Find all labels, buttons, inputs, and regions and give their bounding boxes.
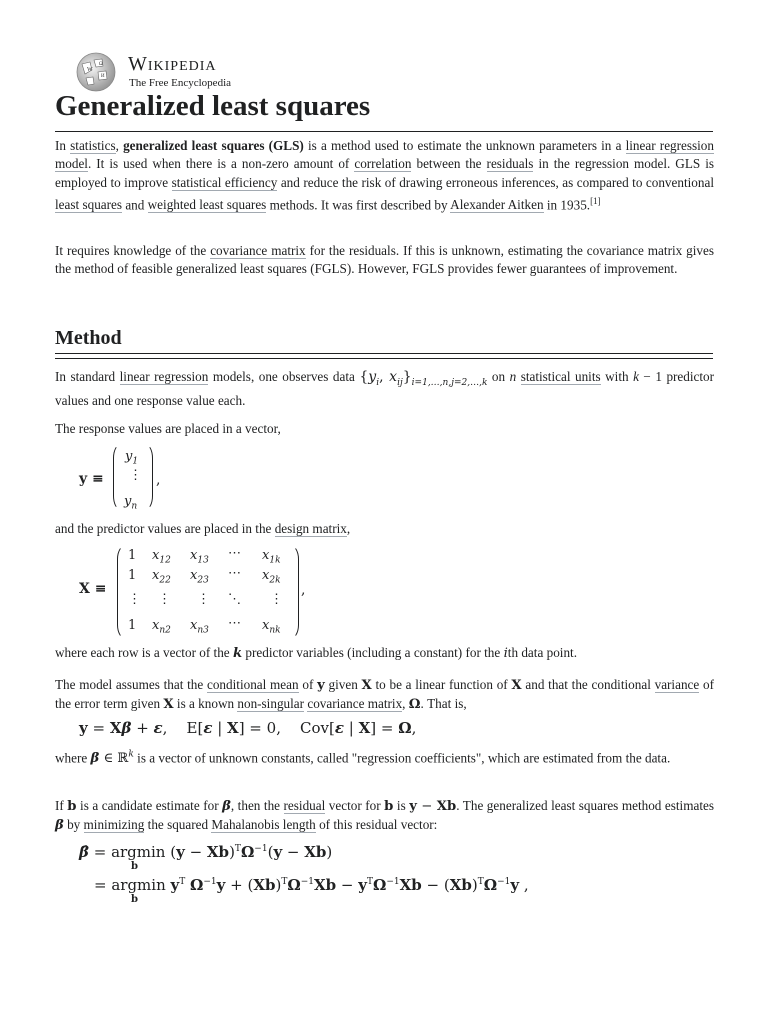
intro-paragraph-2: It requires knowledge of the covariance matrix for the residuals. If this is unknown, estimating the covariance matrix gives the method of feasible generalized least squares (FGLS). However, FGLS provides fewer guarantees of improvement.: [55, 243, 714, 277]
globe-icon: [72, 50, 120, 94]
link-linear-regression-model[interactable]: linear regression model: [55, 138, 714, 172]
method-paragraph-1: In standard linear regression models, one observes data {$y_i$, $x_{ij}\}_{i=1,\dots,n,j=2,\dots,k}$ on n statistical units with k − 1 predictor values and one response value each.: [55, 369, 715, 409]
method-paragraph-5: The model assumes that the conditional mean of y given X to be a linear function of X and that the conditional variance of the error term given X is a known non-singular covariance matrix, Ω. That is,: [55, 677, 714, 713]
link-mahalanobis-length[interactable]: Mahalanobis length: [211, 817, 316, 833]
page-title: Generalized least squares: [55, 90, 371, 122]
svg-text:W: W: [87, 67, 93, 73]
data-set-formula: {$y_i$, $x_{ij}\}_{i=1,\dots,n,j=2,\dots,k}$: [359, 369, 488, 388]
link-least-squares[interactable]: least squares: [55, 197, 123, 213]
method-paragraph-2: The response values are placed in a vector,: [55, 421, 281, 436]
method-paragraph-4: where each row is a vector of the k predictor variables (including a constant) for the ith data point.: [55, 645, 578, 661]
section-divider-2: [55, 358, 713, 359]
link-covariance-matrix-2[interactable]: covariance matrix: [307, 696, 403, 712]
link-variance[interactable]: variance: [654, 677, 700, 692]
svg-text:И: И: [101, 74, 105, 79]
method-paragraph-3: and the predictor values are placed in the design matrix,: [55, 521, 351, 536]
model-equation: y = Xβ + ε, E[ε | X] = 0, Cov[ε | X] = Ω,: [79, 719, 417, 737]
section-heading-method: Method: [55, 327, 122, 349]
link-residuals[interactable]: residuals: [486, 156, 534, 172]
intro-paragraph-1: In statistics, generalized least squares (GLS) is a method used to estimate the unknown parameters in a linear regression model. It is used when there is a non-zero amount of correlation between the residuals in the regression model. GLS is employed to improve statistical efficiency and reduce the risk of drawing erroneous inferences, as compared to conventional least squares and weighted least squares methods. It was first described by Alexander Aitken in 1935.[1]: [55, 138, 715, 213]
link-alexander-aitken[interactable]: Alexander Aitken: [450, 197, 544, 213]
tagline: The Free Encyclopedia: [129, 77, 232, 89]
svg-text:Ω: Ω: [99, 62, 103, 67]
section-divider: [55, 353, 713, 354]
link-statistical-efficiency[interactable]: statistical efficiency: [171, 174, 278, 190]
link-design-matrix[interactable]: design matrix: [274, 521, 347, 536]
method-paragraph-7: If b is a candidate estimate for β, then the residual vector for b is y − Xb. The generalized least squares method estimates β by minimizing the squared Mahalanobis length of this residual vector:: [55, 798, 714, 834]
link-minimizing[interactable]: minimizing: [83, 817, 145, 833]
link-covariance-matrix[interactable]: covariance matrix: [210, 243, 306, 258]
link-conditional-mean[interactable]: conditional mean: [206, 677, 299, 692]
link-linear-regression[interactable]: linear regression: [119, 369, 209, 384]
wikipedia-logo[interactable]: [72, 50, 242, 94]
citation-1[interactable]: [1]: [590, 195, 601, 206]
link-residual[interactable]: residual: [283, 798, 326, 813]
method-paragraph-6: where β ∈ ℝ$^k$ is a vector of unknown constants, called "regression coefficients", which are estimated from the data.: [55, 750, 671, 767]
wordmark: Wikipedia: [128, 53, 217, 75]
link-statistics[interactable]: statistics: [70, 138, 116, 153]
link-non-singular[interactable]: non-singular: [237, 696, 305, 712]
link-correlation[interactable]: correlation: [354, 156, 412, 172]
link-weighted-least-squares[interactable]: weighted least squares: [147, 197, 267, 213]
title-divider: [55, 131, 713, 132]
link-statistical-units[interactable]: statistical units: [520, 369, 601, 384]
